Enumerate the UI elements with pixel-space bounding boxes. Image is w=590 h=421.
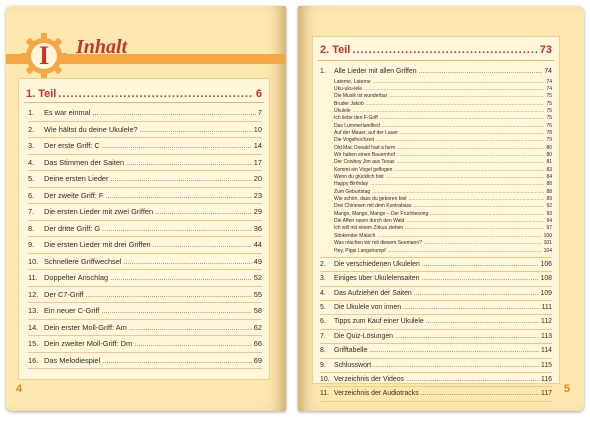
- toc-entry[interactable]: 7. Die ersten Lieder mit zwei Griffen ..... 29: [28, 204, 262, 221]
- song-entry[interactable]: Uku-uku-lele ..... 74: [320, 86, 552, 93]
- toc-entry[interactable]: 1. Es war einmal ... ..... 7: [28, 105, 262, 122]
- toc-entry[interactable]: 4. Das Stimmen der Saiten ..... 17: [28, 155, 262, 172]
- toc-entry[interactable]: 14. Dein erster Moll-Griff: Am ..... 62: [28, 320, 262, 337]
- toc-entry[interactable]: 16. Das Melodiespiel ..... 69: [28, 353, 262, 370]
- song-entry[interactable]: Stinkender Matsch ..... 100: [320, 233, 552, 240]
- toc-entry[interactable]: 15. Dein zweiter Moll-Griff: Dm ..... 66: [28, 336, 262, 353]
- toc-list-part-1: [28, 105, 262, 369]
- song-entry[interactable]: Laterne, Laterne ..... 74: [320, 79, 552, 86]
- song-entry[interactable]: Die Affen rasen durch den Wald ..... 94: [320, 218, 552, 225]
- part-heading[interactable]: [26, 88, 262, 100]
- song-entry[interactable]: Mango, Mango, Mango – Der Früchtesong ..... 93: [320, 211, 552, 218]
- toc-entry[interactable]: 8. Der dritte Griff: G ..... 36: [28, 221, 262, 238]
- song-entry[interactable]: Bruder Jakob ..... 75: [320, 101, 552, 108]
- song-entry[interactable]: Kommt ein Vogel geflogen ..... 83: [320, 167, 552, 174]
- song-entry[interactable]: Der Cowboy Jim aus Texas ..... 81: [320, 159, 552, 166]
- part-page: 73: [539, 44, 552, 56]
- toc-entry[interactable]: 10. Schnellere Griffwechsel ..... 49: [28, 254, 262, 271]
- toc-entry[interactable]: 9. Schlusswort ..... 115: [320, 359, 552, 373]
- song-entry[interactable]: Ich will mit einem Zirkus ziehen ..... 97: [320, 225, 552, 232]
- song-entry[interactable]: Wie schön, dass du geboren bist ..... 89: [320, 196, 552, 203]
- song-entry[interactable]: Zum Geburtstag ..... 88: [320, 189, 552, 196]
- part-heading[interactable]: [320, 44, 552, 56]
- toc-entry[interactable]: 13. Ein neuer C-Griff ..... 58: [28, 303, 262, 320]
- song-entry[interactable]: Ukulele ..... 75: [320, 108, 552, 115]
- toc-entry[interactable]: 5. Deine ersten Lieder ..... 20: [28, 171, 262, 188]
- song-entry[interactable]: Drei Chinesen mit dem Kontrabass ..... 92: [320, 203, 552, 210]
- divider: [318, 60, 554, 61]
- toc-entry[interactable]: 7. Die Quiz-Lösungen ..... 113: [320, 330, 552, 344]
- song-entry[interactable]: Auf der Mauer, auf der Lauer ..... 78: [320, 130, 552, 137]
- left-page: [6, 6, 286, 411]
- song-list: [320, 79, 552, 258]
- song-entry[interactable]: Die Musik ist wunderbar ..... 75: [320, 93, 552, 100]
- song-entry[interactable]: Old Mac Donald had a farm ..... 80: [320, 145, 552, 152]
- toc-entry[interactable]: 6. Der zweite Griff: F ..... 23: [28, 188, 262, 205]
- song-entry[interactable]: Happy Birthday ..... 88: [320, 181, 552, 188]
- page-number: 5: [563, 383, 570, 395]
- song-entry[interactable]: Ich liebe den F-Griff ..... 75: [320, 115, 552, 122]
- toc-entry[interactable]: 12. Der C7-Griff ..... 55: [28, 287, 262, 304]
- right-page: [298, 6, 584, 411]
- song-entry[interactable]: Hey, Pippi Langstrumpf ..... 104: [320, 248, 552, 255]
- toc-entry[interactable]: 10. Verzeichnis der Videos ..... 116: [320, 373, 552, 387]
- song-entry[interactable]: Was machen wir mit diesem Seemann? ..... 101: [320, 240, 552, 247]
- toc-entry[interactable]: 5. Die Ukulele von innen ..... 111: [320, 301, 552, 315]
- song-entry[interactable]: Wenn du glücklich bist ..... 84: [320, 174, 552, 181]
- part-page: 6: [255, 88, 262, 100]
- toc-entry[interactable]: 3. Einiges über Ukulelensaiten ..... 108: [320, 272, 552, 286]
- toc-entry[interactable]: 11. Verzeichnis der Audiotracks ..... 117: [320, 387, 552, 401]
- chapter-letter: I: [38, 41, 50, 70]
- toc-entry[interactable]: 2. Die verschiedenen Ukulelen ..... 106: [320, 258, 552, 272]
- divider: [24, 102, 264, 103]
- toc-entry[interactable]: 2. Wie hältst du deine Ukulele? ..... 10: [28, 122, 262, 139]
- page-number: 4: [16, 383, 23, 395]
- song-entry[interactable]: Wir haben einen Bauernhof ..... 80: [320, 152, 552, 159]
- toc-entry[interactable]: 3. Der erste Griff: C ..... 14: [28, 138, 262, 155]
- toc-entry[interactable]: 4. Das Aufziehen der Saiten ..... 109: [320, 287, 552, 301]
- toc-entry[interactable]: 6. Tipps zum Kauf einer Ukulele ..... 112: [320, 315, 552, 329]
- toc-entry[interactable]: 11. Doppelter Anschlag ..... 52: [28, 270, 262, 287]
- toc-entry[interactable]: 1. Alle Lieder mit allen Griffen ..... 74: [320, 66, 552, 79]
- song-entry[interactable]: Die Vogelhochzeit ..... 79: [320, 137, 552, 144]
- page-title: Inhalt: [76, 36, 128, 58]
- part-label: 2. Teil: [320, 44, 351, 56]
- toc-list-part-2: [320, 66, 552, 402]
- song-entry[interactable]: Das Lummerlandlied ..... 76: [320, 123, 552, 130]
- toc-entry[interactable]: 8. Grifftabelle ..... 114: [320, 344, 552, 358]
- toc-entry[interactable]: 9. Die ersten Lieder mit drei Griffen ..... 44: [28, 237, 262, 254]
- part-label: 1. Teil: [26, 88, 57, 100]
